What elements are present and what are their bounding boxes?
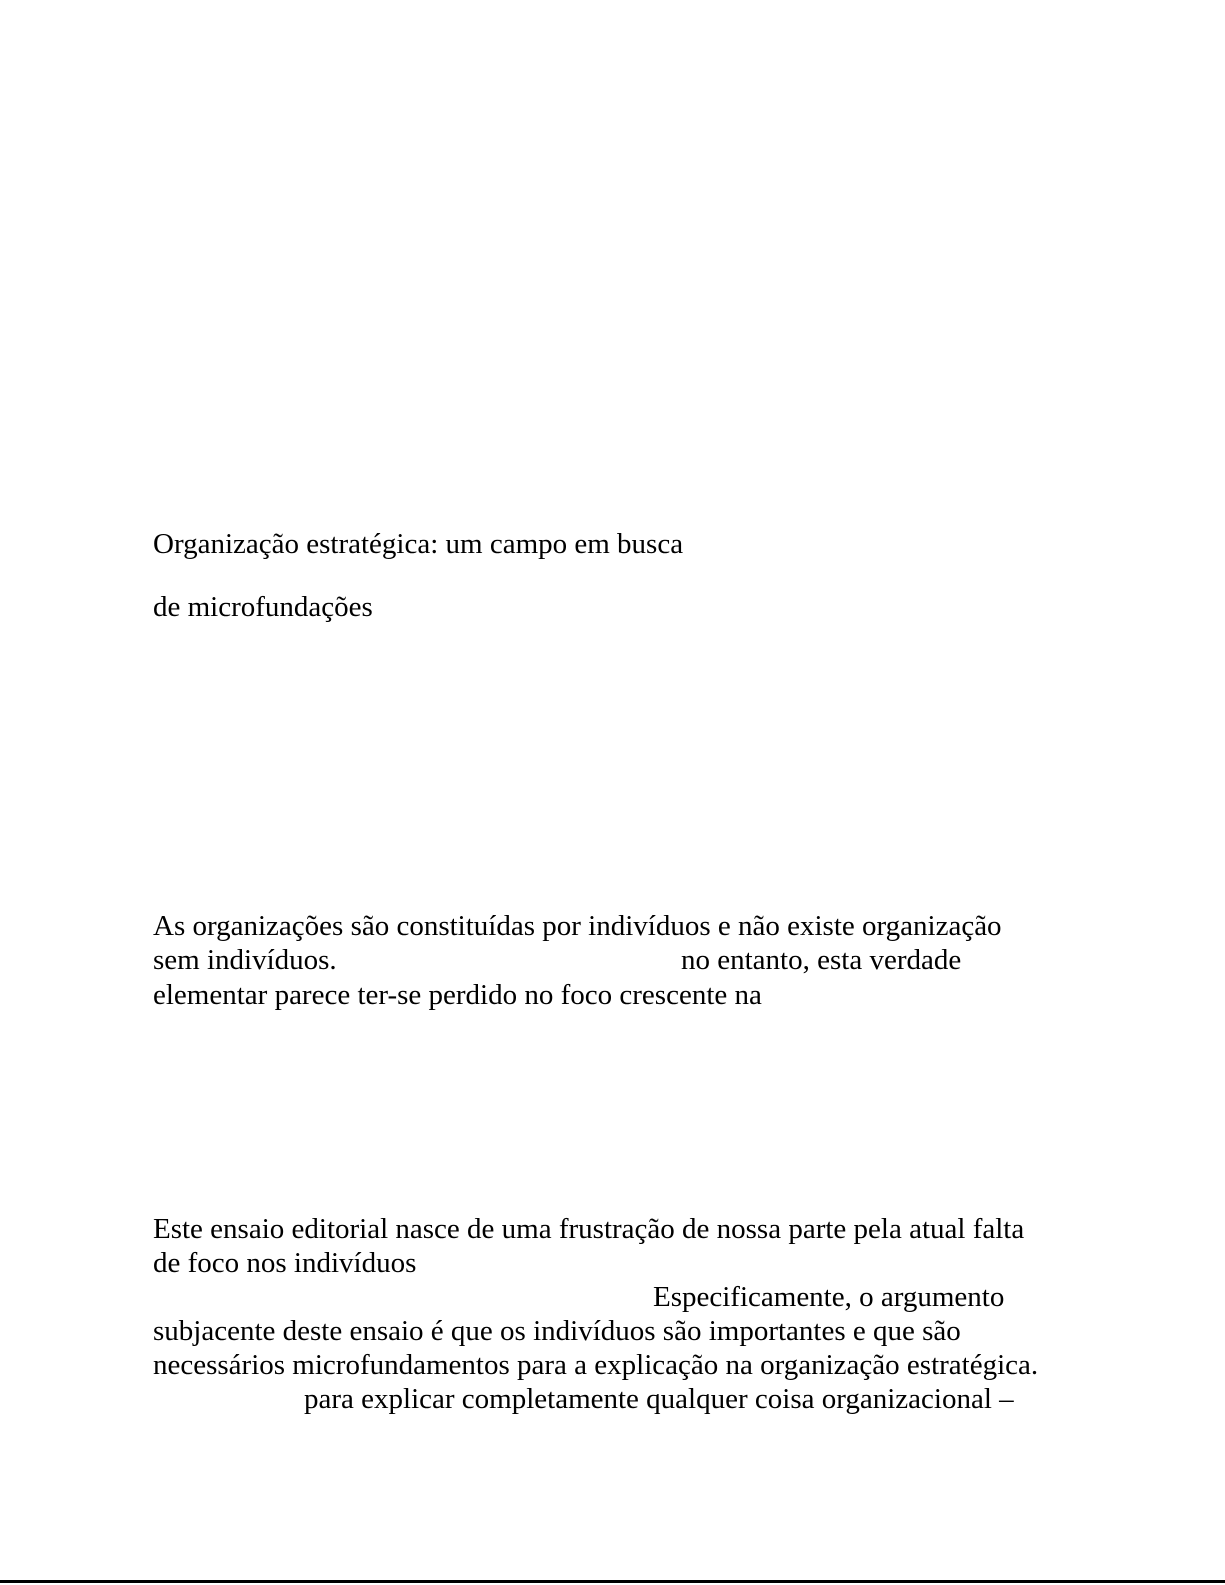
paragraph-1-line-2b: no entanto, esta verdade [681, 944, 962, 976]
page-bottom-border [0, 1580, 1225, 1583]
paragraph-2-line-1: Este ensaio editorial nasce de uma frustração de nossa parte pela atual falta [153, 1213, 1025, 1245]
paragraph-1-line-1: As organizações são constituídas por indivíduos e não existe organização [153, 910, 1002, 942]
title-line-2: de microfundações [153, 591, 373, 623]
paragraph-2-line-6: para explicar completamente qualquer coisa organizacional – [304, 1383, 1014, 1415]
paragraph-2-line-4: subjacente deste ensaio é que os indivíduos são importantes e que são [153, 1315, 961, 1347]
paragraph-1-line-2a: sem indivíduos. [153, 944, 337, 976]
title-line-1: Organização estratégica: um campo em busca [153, 528, 684, 560]
paragraph-2-line-2: de foco nos indivíduos [153, 1247, 417, 1279]
paragraph-1-line-3: elementar parece ter-se perdido no foco crescente na [153, 979, 762, 1011]
paragraph-2-line-5: necessários microfundamentos para a explicação na organização estratégica. [153, 1349, 1039, 1381]
paragraph-2-line-3: Especificamente, o argumento [653, 1281, 1005, 1313]
